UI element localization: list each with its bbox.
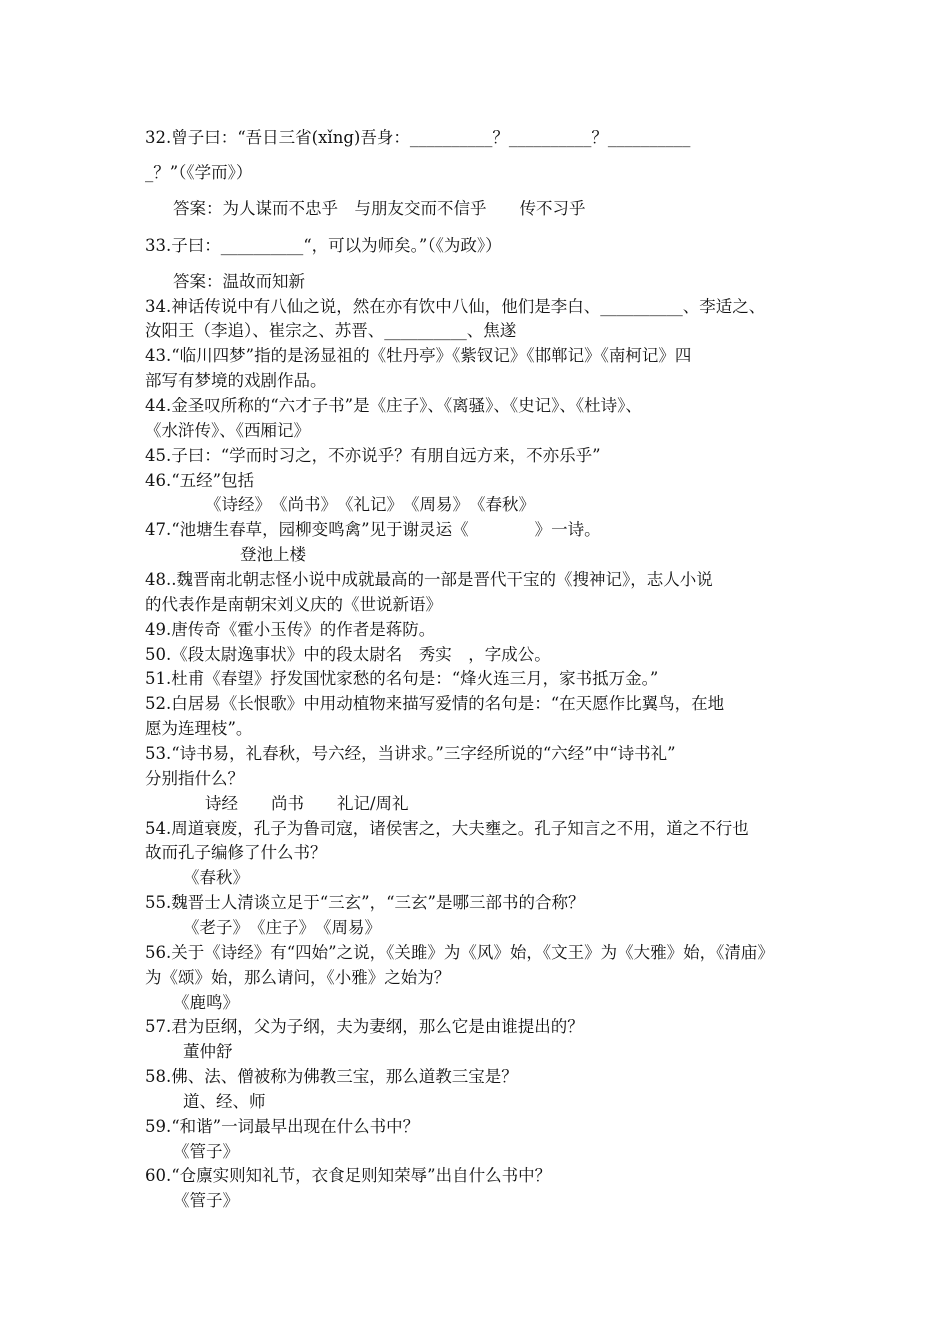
answer-59: 《管子》 <box>173 1142 239 1161</box>
item-52-line-2: 愿为连理枝”。 <box>145 719 253 738</box>
answer-53: 诗经 尚书 礼记/周礼 <box>205 794 409 813</box>
answer-55: 《老子》 《庄子》 《周易》 <box>183 918 381 937</box>
answer-56: 《鹿鸣》 <box>173 993 239 1012</box>
question-33: 33.子曰：__________“，可以为师矣。”（《为政》） <box>145 236 502 255</box>
answer-60: 《管子》 <box>173 1191 239 1210</box>
answer-32: 答案：为人谋而不忠乎 与朋友交而不信乎 传不习乎 <box>173 199 586 218</box>
item-44-line-2: 《水浒传》、《西厢记》 <box>145 421 310 440</box>
answer-58: 道、经、师 <box>183 1092 266 1111</box>
answer-54: 《春秋》 <box>183 868 249 887</box>
answer-57: 董仲舒 <box>183 1042 233 1061</box>
item-49: 49.唐传奇《霍小玉传》的作者是蒋防。 <box>145 620 436 639</box>
question-60: 60.“仓廪实则知礼节，衣食足则知荣辱”出自什么书中？ <box>145 1166 552 1185</box>
question-54-line-1: 54.周道衰废，孔子为鲁司寇，诸侯害之，大夫壅之。孔子知言之不用，道之不行也 <box>145 819 749 838</box>
answer-47: 登池上楼 <box>240 545 306 564</box>
question-54-line-2: 故而孔子编修了什么书？ <box>145 843 327 862</box>
question-55: 55.魏晋士人清谈立足于“三玄”，“三玄”是哪三部书的合称？ <box>145 893 585 912</box>
question-32-line-2: _？”（《学而》） <box>145 163 253 182</box>
question-34-line-1: 34.神话传说中有八仙之说，然在亦有饮中八仙，他们是李白、__________、李适之、 <box>145 297 766 316</box>
question-57: 57.君为臣纲，父为子纲，夫为妻纲，那么它是由谁提出的？ <box>145 1017 584 1036</box>
question-46: 46.“五经”包括 <box>145 471 255 490</box>
question-56-line-2: 为《颂》始，那么请问，《小雅》之始为？ <box>145 968 451 987</box>
question-56-line-1: 56.关于《诗经》有“四始”之说，《关雎》为《风》始，《文王》为《大雅》始，《清庙》 <box>145 943 774 962</box>
item-43-line-2: 部写有梦境的戏剧作品。 <box>145 371 327 390</box>
item-51: 51.杜甫《春望》抒发国忧家愁的名句是：“烽火连三月，家书抵万金。” <box>145 669 659 688</box>
item-43-line-1: 43.“临川四梦”指的是汤显祖的《牡丹亭》《紫钗记》《邯郸记》《南柯记》四 <box>145 346 692 365</box>
item-48-line-1: 48..魏晋南北朝志怪小说中成就最高的一部是晋代干宝的《搜神记》，志人小说 <box>145 570 713 589</box>
question-58: 58.佛、法、僧被称为佛教三宝，那么道教三宝是？ <box>145 1067 518 1086</box>
answer-33: 答案：温故而知新 <box>173 272 305 291</box>
item-48-line-2: 的代表作是南朝宋刘义庆的《世说新语》 <box>145 595 442 614</box>
question-53-line-2: 分别指什么？ <box>145 769 244 788</box>
item-45: 45.子曰：“学而时习之，不亦说乎？有朋自远方来，不亦乐乎” <box>145 446 601 465</box>
item-52-line-1: 52.白居易《长恨歌》中用动植物来描写爱情的名句是：“在天愿作比翼鸟，在地 <box>145 694 725 713</box>
question-32-line-1: 32.曾子曰：“吾日三省(xǐng)吾身：__________？__________？__________ <box>145 128 691 147</box>
item-44-line-1: 44.金圣叹所称的“六才子书”是《庄子》、《离骚》、《史记》、《杜诗》、 <box>145 396 642 415</box>
question-34-line-2: 汝阳王（李追）、崔宗之、苏晋、__________、焦遂 <box>145 321 517 340</box>
item-50: 50.《段太尉逸事状》中的段太尉名 秀实 ，字成公。 <box>145 645 551 664</box>
question-47: 47.“池塘生春草，园柳变鸣禽”见于谢灵运《 》一诗。 <box>145 520 601 539</box>
question-59: 59.“和谐”一词最早出现在什么书中？ <box>145 1117 420 1136</box>
question-53-line-1: 53.“诗书易，礼春秋，号六经，当讲求。”三字经所说的“六经”中“诗书礼” <box>145 744 676 763</box>
answer-46: 《诗经》 《尚书》 《礼记》 《周易》 《春秋》 <box>205 495 535 514</box>
